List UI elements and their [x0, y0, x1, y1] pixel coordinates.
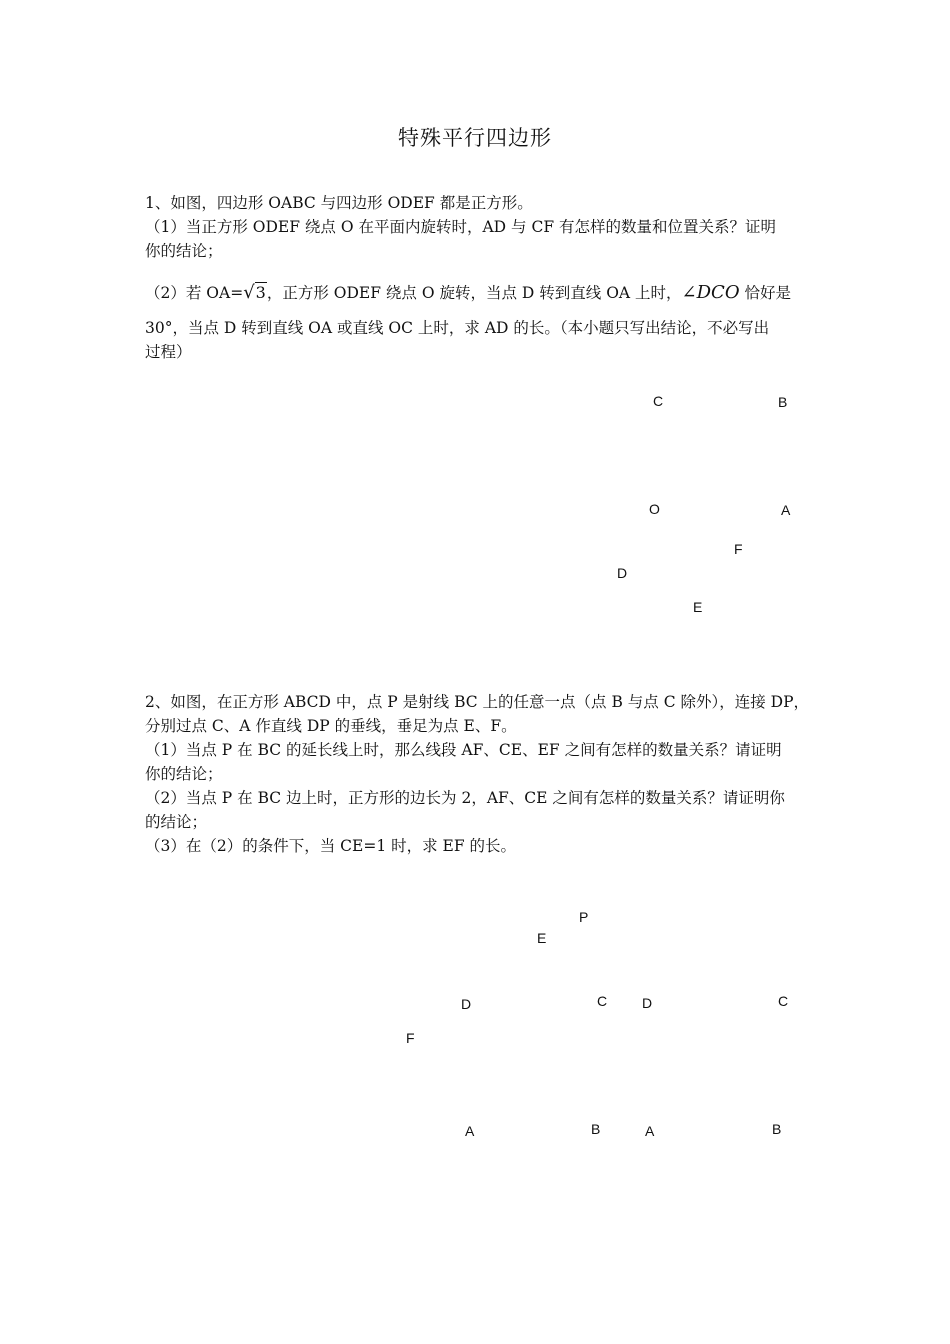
fig2-label-b: B [591, 1121, 601, 1137]
fig1-label-e: E [693, 599, 703, 615]
fig1-label-b: B [778, 394, 788, 410]
q2-intro-line1: 2、如图，在正方形 ABCD 中，点 P 是射线 BC 上的任意一点（点 B 与点 C 除外），连接 DP， [145, 693, 810, 711]
fig2-label-p: P [579, 909, 589, 925]
q1-part2-line1 [145, 280, 810, 306]
angle-expression: ∠DCO [681, 282, 740, 303]
q1-part2 [145, 280, 810, 306]
fig1-label-c: C [653, 393, 664, 409]
q1-part1-line2: 你的结论； [145, 242, 223, 260]
fig2-label-d: D [461, 996, 472, 1012]
q1-part2-post: 恰好是 [739, 284, 792, 302]
sqrt-symbol: √3 [243, 282, 266, 303]
fig2-label-e: E [537, 930, 547, 946]
fig1-label-d: D [617, 565, 628, 581]
q2-part2-line2: 的结论； [145, 813, 208, 831]
fig3-label-a: A [645, 1123, 655, 1139]
fig1-label-f: F [734, 541, 743, 557]
q1-part2-cont [145, 316, 810, 364]
q2-part1-line2: 你的结论； [145, 765, 223, 783]
fig1-label-o: O [649, 501, 660, 517]
sqrt-radicand: 3 [255, 283, 266, 302]
q1-part1-line1: （1）当正方形 ODEF 绕点 O 在平面内旋转时，AD 与 CF 有怎样的数量和位置关系？证明 [145, 218, 776, 236]
fig3-label-b: B [772, 1121, 782, 1137]
fig1-label-a: A [781, 502, 791, 518]
question-2 [145, 690, 810, 858]
q1-part2-line2: 30°，当点 D 转到直线 OA 或直线 OC 上时，求 AD 的长。（本小题只写出结论，不必写出 [145, 319, 770, 337]
q2-part1-line1: （1）当点 P 在 BC 的延长线上时，那么线段 AF、CE、EF 之间有怎样的数量关系？请证明 [145, 741, 782, 759]
q1-part2-line3: 过程） [145, 343, 192, 361]
fig2-label-c: C [597, 993, 608, 1009]
q2-intro-line2: 分别过点 C、A 作直线 DP 的垂线，垂足为点 E、F。 [145, 717, 517, 735]
fig3-label-c: C [778, 993, 789, 1009]
q1-intro: 1、如图，四边形 OABC 与四边形 ODEF 都是正方形。 [145, 194, 533, 212]
q1-part2-mid: ，正方形 ODEF 绕点 O 旋转，当点 D 转到直线 OA 上时， [266, 284, 682, 302]
q2-part2-line1: （2）当点 P 在 BC 边上时，正方形的边长为 2，AF、CE 之间有怎样的数量关系？请证明你 [145, 789, 785, 807]
fig3-label-d: D [642, 995, 653, 1011]
page-title: 特殊平行四边形 [398, 126, 552, 150]
fig2-label-a: A [465, 1123, 475, 1139]
question-1 [145, 191, 810, 263]
fig2-label-f: F [406, 1030, 415, 1046]
q2-part3-line1: （3）在（2）的条件下，当 CE=1 时，求 EF 的长。 [145, 837, 517, 855]
q1-part2-pre: （2）若 OA= [145, 284, 244, 302]
